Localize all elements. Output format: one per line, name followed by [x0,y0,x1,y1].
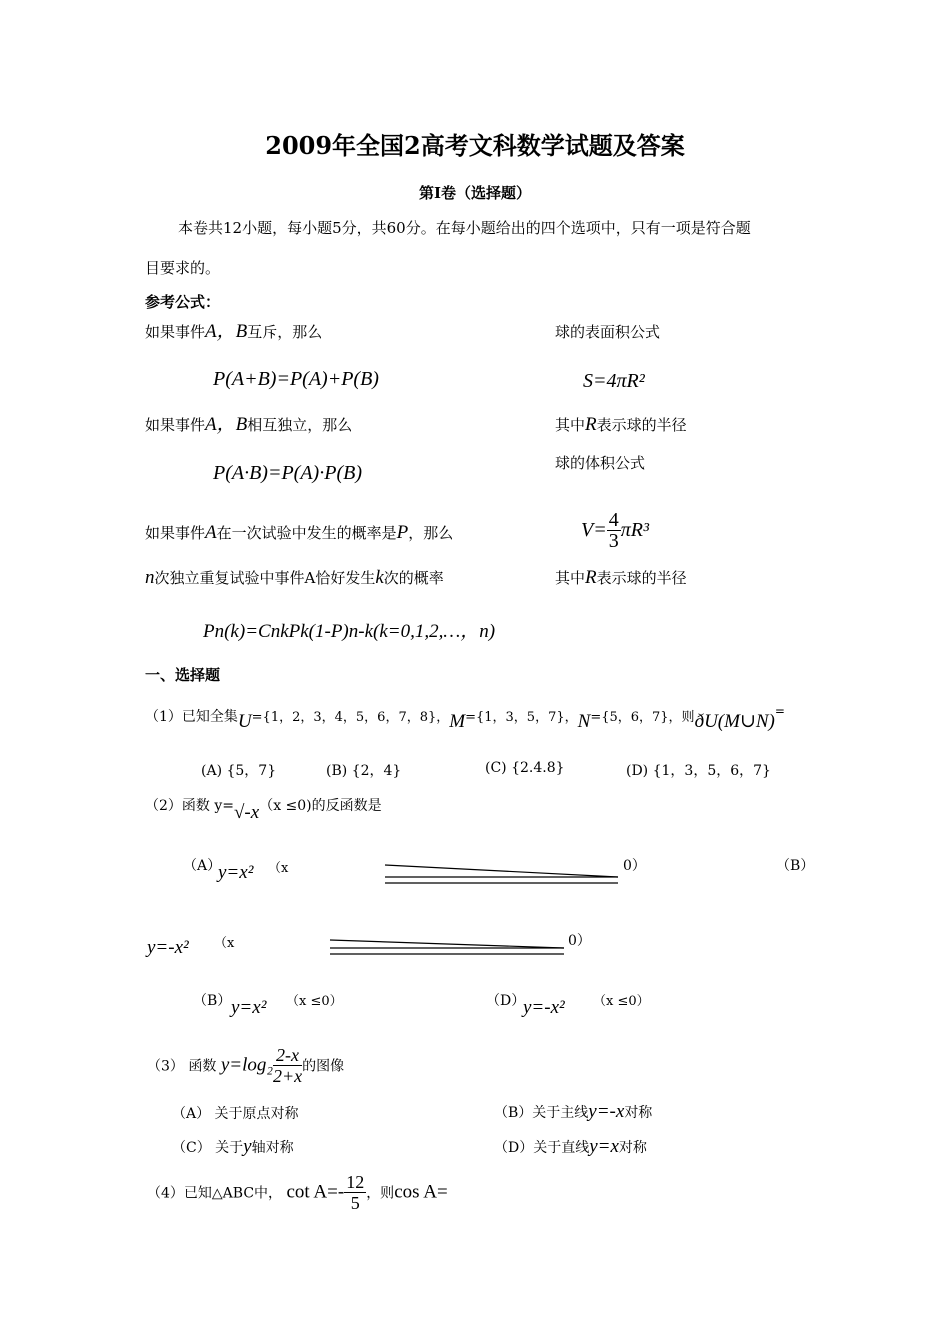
text: 对称 [618,1140,647,1156]
left-line-1 [145,322,322,342]
log-expr: y=log₂ [220,1054,273,1076]
question-1 [145,700,785,733]
set-N: N [577,711,591,732]
u-set: ={1，2，3，4，5，6，7，8}， [251,710,450,725]
q2-option-d-expr: y=-x² [523,997,565,1018]
q3-option-d [494,1136,647,1158]
text: 其中 [555,416,586,434]
right-line-1: 球的表面积公式 [555,323,661,341]
intro-line-1: 本卷共12小题，每小题5分，共60分。在每小题给出的四个选项中，只有一项是符合题 [178,219,751,237]
q2-option-c-expr: y=x² [231,997,267,1018]
numerator: 4 [608,509,619,531]
var: R [585,414,597,435]
var: A [205,522,217,543]
set-M: M [449,711,466,732]
lhs: V= [581,519,607,541]
text: 如果事件 [145,323,206,341]
q2-option-c-cond: （x ≤0） [286,994,343,1009]
q2-option-d-cond: （x ≤0） [593,994,650,1009]
var: k [375,567,384,588]
formula-addition: P(A+B)=P(A)+P(B) [213,368,379,390]
stroke-lines [328,937,568,959]
q1-option-d: (D) {1，3，5，6，7} [626,763,771,779]
formula-heading: 参考公式： [145,293,221,311]
q2-option-a-cond-open: （x [268,861,289,876]
text: 次独立重复试验中事件A恰好发生 [154,569,376,587]
equals: = [774,704,785,718]
m-set: ={1，3，5，7}， [465,710,578,725]
expr: y=x [589,1136,619,1157]
q2-option-b-cond-close: 0） [568,933,591,949]
right-line-3: 球的体积公式 [555,454,646,472]
text: 对称 [624,1105,653,1121]
section-title: 第Ⅰ卷（选择题） [418,184,532,202]
denominator: 2+x [272,1066,303,1086]
denominator: 3 [608,530,619,552]
q2-option-b-cond-open: （x [214,936,235,951]
text: 互斥，那么 [247,323,323,341]
q2-option-c-label: （B） [193,993,232,1009]
text: 表示球的半径 [596,416,687,434]
question-3 [147,1045,344,1086]
question-4 [147,1172,448,1213]
intro-line-2: 目要求的。 [145,259,221,277]
q3-post: 的图像 [302,1058,345,1075]
fraction [607,510,621,551]
stroke-lines [383,862,623,886]
n-set: ={5，6，7}，则 [590,710,695,725]
part1-heading: 一、选择题 [145,666,221,684]
var: R [585,567,597,588]
set-U: U [237,711,252,732]
q1-stem: （1）已知全集 [145,709,238,725]
left-line-3 [145,523,453,543]
fraction [344,1172,366,1213]
q2-option-a-expr: y=x² [218,862,254,883]
q1-option-a: (A) {5，7} [201,763,277,779]
expr: y=-x [588,1101,625,1122]
cos-expr: cos A= [394,1181,448,1203]
q4-mid: ，则 [366,1185,395,1202]
q2-option-b-expr: y=-x² [147,937,189,958]
text: （B）关于主线 [494,1105,589,1121]
formula-multiplication: P(A·B)=P(A)·P(B) [213,462,362,484]
formula-sphere-volume [581,510,649,551]
rhs: πR³ [620,519,649,541]
text: 如果事件 [145,524,206,542]
text: 在一次试验中发生的概率是 [216,524,397,542]
cot-expr: cot A=- [286,1181,345,1203]
text: 表示球的半径 [596,569,687,587]
var: n [145,567,155,588]
formula-binomial: Pn(k)=CnkPk(1-P)n-k(k=0,1,2,…，n) [203,621,496,642]
q2-option-d-label: （D） [486,993,526,1009]
text: （C） 关于 [172,1140,244,1156]
var: P [396,522,409,543]
expr: y [243,1136,252,1157]
q2-stem: （2）函数 y= [145,798,234,814]
left-line-4 [145,568,444,588]
q2-cond: （x ≤0)的反函数是 [259,798,382,814]
q3-stem: （3） 函数 [147,1058,217,1075]
vars: A，B [205,414,248,435]
vars: A，B [205,321,248,342]
q3-option-a: （A） 关于原点对称 [172,1106,299,1122]
q2-option-a-label: （A） [183,858,222,874]
q3-option-b [494,1101,652,1123]
text: 轴对称 [251,1140,294,1156]
sqrt-expr: √-x [234,802,260,823]
numerator: 2-x [273,1045,302,1066]
text: （D）关于直线 [494,1140,590,1156]
numerator: 12 [346,1172,365,1192]
q3-option-c [172,1136,294,1158]
q2-option-b-label: （B） [776,858,815,874]
denominator: 5 [350,1193,360,1213]
text: 其中 [555,569,586,587]
question-2 [145,795,382,824]
q4-stem: （4）已知△ABC中， [147,1185,283,1202]
q2-option-a-cond-close: 0） [623,858,646,874]
q1-option-b: (B) {2，4} [326,763,402,779]
text: ，那么 [408,524,454,542]
complement-expr: ðU(M∪N) [694,711,775,732]
text: 次的概率 [383,569,444,587]
q1-option-c: (C) {2.4.8} [485,760,565,776]
left-line-2 [145,415,352,435]
text: 相互独立，那么 [247,416,353,434]
page-title: 2009年全国2高考文科数学试题及答案 [265,131,685,160]
formula-sphere-area: S=4πR² [583,370,645,392]
text: 如果事件 [145,416,206,434]
fraction [273,1045,302,1086]
right-line-2 [555,415,687,435]
right-line-4 [555,568,687,588]
